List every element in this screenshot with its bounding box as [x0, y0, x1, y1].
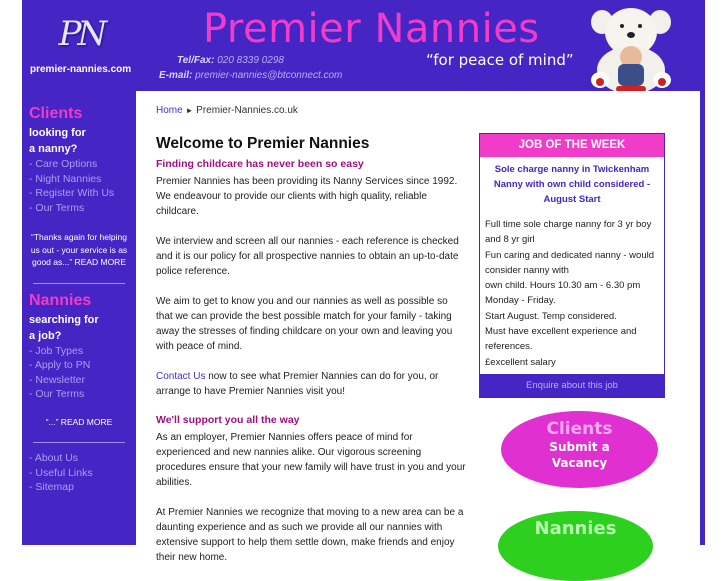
breadcrumb-home[interactable]: Home: [156, 105, 183, 116]
paragraph-matching: We aim to get to know you and our nannies as well as possible so that we can provide the best possible match for your family - taking away the stresses of finding childcare on your own and leaving you with peace of mind.: [156, 296, 453, 352]
sidebar-link-care-options[interactable]: - Care Options: [29, 158, 98, 170]
sidebar-link-job-types[interactable]: - Job Types: [29, 344, 84, 357]
main-content: [136, 91, 700, 563]
paragraph-employer: As an employer, Premier Nannies offers peace of mind for experienced and new nannies alike. Our vigorous screening procedures ensure that your new family will have trust in you and your abilities.: [156, 432, 466, 488]
subheading-easy: Finding childcare has never been so easy: [156, 158, 364, 170]
email-value[interactable]: premier-nannies@btconnect.com: [195, 70, 343, 81]
sidebar-link-night-nannies[interactable]: - Night Nannies: [29, 172, 102, 185]
nannies-sub2: a job?: [29, 329, 62, 342]
right-border: [700, 91, 705, 545]
job-line: Start August. Temp considered.: [485, 310, 617, 322]
clients-button-title: Clients: [546, 419, 613, 439]
nannies-heading[interactable]: Nannies: [29, 291, 92, 309]
contact-us-link[interactable]: Contact Us: [156, 371, 206, 382]
breadcrumb-current: Premier-Nannies.co.uk: [196, 105, 298, 116]
sidebar-link-newsletter[interactable]: - Newsletter: [29, 373, 86, 386]
sidebar-link-apply[interactable]: - Apply to PN: [29, 359, 91, 371]
clients-button-line1: Submit a: [549, 440, 610, 454]
page-frame: [22, 0, 705, 563]
submit-vacancy-button[interactable]: [501, 411, 658, 488]
job-line: Full time sole charge nanny for 3 yr boy and 8 yr girl: [485, 219, 652, 246]
job-description: [480, 213, 664, 374]
subheading-support: We'll support you all the way: [156, 414, 300, 426]
email-label: E-mail:: [159, 70, 193, 81]
clients-button-line2: Vacancy: [551, 456, 608, 470]
job-line: Must have excellent experience and references.: [485, 326, 637, 353]
logo-monogram: PN: [58, 14, 104, 54]
breadcrumb: [156, 105, 298, 116]
divider: [33, 283, 125, 284]
sidebar: [22, 91, 136, 545]
paragraph-contact: [156, 369, 466, 399]
nanny-testimonial-link[interactable]: “...” READ MORE: [45, 416, 113, 427]
clients-sub2: a nanny?: [29, 143, 78, 155]
clients-sub1: looking for: [29, 127, 86, 139]
teddy-bear-image: [572, 2, 692, 94]
clients-heading[interactable]: Clients: [29, 105, 83, 122]
page-title: Welcome to Premier Nannies: [156, 135, 370, 152]
tagline: “for peace of mind”: [426, 51, 574, 69]
job-line: own child. Hours 10.30 am - 6.30 pm Monday - Friday.: [485, 280, 641, 307]
job-of-the-week-panel: [479, 133, 665, 398]
sidebar-link-sitemap[interactable]: - Sitemap: [29, 481, 74, 493]
sidebar-link-about-us[interactable]: - About Us: [29, 452, 79, 464]
sidebar-link-client-terms[interactable]: - Our Terms: [29, 201, 85, 214]
nannies-sub1: searching for: [29, 313, 99, 326]
brand-title: Premier Nannies: [203, 6, 540, 52]
paragraph-screening: We interview and screen all our nannies - each reference is checked and it is our policy for all prospective nannies to obtain an up-to-date police reference.: [156, 236, 459, 277]
enquire-job-button[interactable]: Enquire about this job: [480, 374, 664, 397]
article: [156, 135, 466, 580]
logo-url: premier-nannies.com: [30, 64, 132, 75]
sidebar-link-register[interactable]: - Register With Us: [29, 187, 115, 199]
site-header: [22, 0, 705, 91]
clients-subheading: [29, 125, 136, 157]
logo[interactable]: [30, 10, 132, 80]
nannies-button-title: Nannies: [534, 518, 617, 539]
job-line: £excellent salary: [485, 356, 556, 368]
email: [159, 70, 342, 81]
tel-fax: [177, 55, 284, 66]
nannies-register-button[interactable]: [498, 511, 653, 581]
nannies-subheading: [29, 312, 136, 344]
breadcrumb-arrow-icon: ►: [185, 106, 194, 115]
job-title: Sole charge nanny in Twickenham Nanny with own child considered - August Start: [493, 164, 651, 205]
job-panel-header: JOB OF THE WEEK: [480, 134, 664, 157]
tel-label: Tel/Fax:: [177, 55, 215, 66]
client-testimonial-link[interactable]: “Thanks again for helping us out - your service is as good as...” READ MORE: [30, 232, 128, 267]
sidebar-link-nanny-terms[interactable]: - Our Terms: [29, 388, 85, 400]
tel-value: 020 8339 0298: [217, 55, 284, 66]
paragraph-relocation: At Premier Nannies we recognize that moving to a new area can be a daunting experience and as such we provide all our nannies with extensive support to help them settle down, make friends and enjoy their new home.: [156, 507, 464, 563]
contact-text: now to see what Premier Nannies can do for you, or arrange to have Premier Nannies visit you!: [156, 371, 439, 397]
paragraph-intro: Premier Nannies has been providing its Nanny Services since 1992. We endeavour to provide our clients with high quality, reliable childcare.: [156, 176, 458, 217]
sidebar-link-useful-links[interactable]: - Useful Links: [29, 466, 93, 479]
job-line: Fun caring and dedicated nanny - would consider nanny with: [485, 249, 655, 276]
